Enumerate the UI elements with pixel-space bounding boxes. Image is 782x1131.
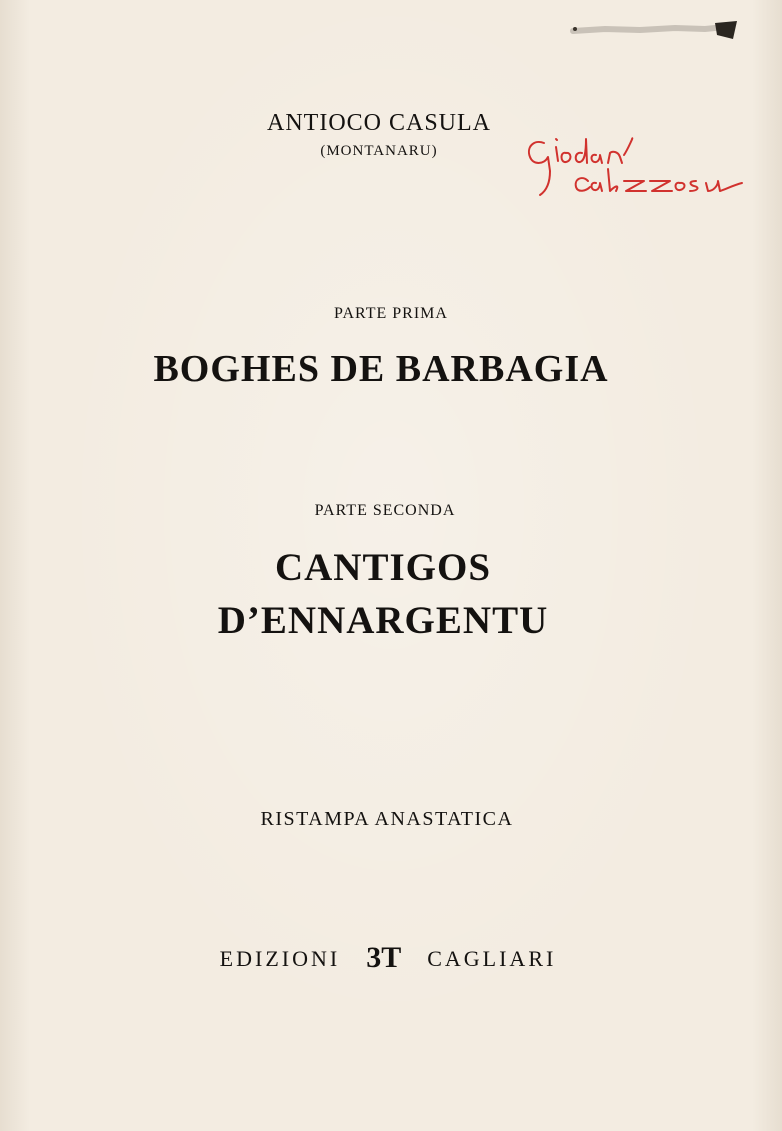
publisher-prefix: EDIZIONI [219,946,341,971]
part-two-label: PARTE SECONDA [314,502,456,519]
part-one-title: BOGHES DE BARBAGIA [153,348,609,390]
part-two-title-line-2: D’ENNARGENTU [217,599,549,642]
handwritten-signature [520,125,760,205]
page-scuff-mark [565,15,745,45]
publisher-imprint [0,940,779,974]
part-one-label: PARTE PRIMA [334,305,448,322]
author-pseudonym: (MONTANARU) [320,143,438,159]
author-name: ANTIOCO CASULA [267,110,491,136]
publisher-city: CAGLIARI [427,946,557,971]
reprint-note: RISTAMPA ANASTATICA [260,808,514,830]
part-two-title-line-1: CANTIGOS [274,546,492,589]
publisher-logo-mark: 3T [366,941,402,974]
